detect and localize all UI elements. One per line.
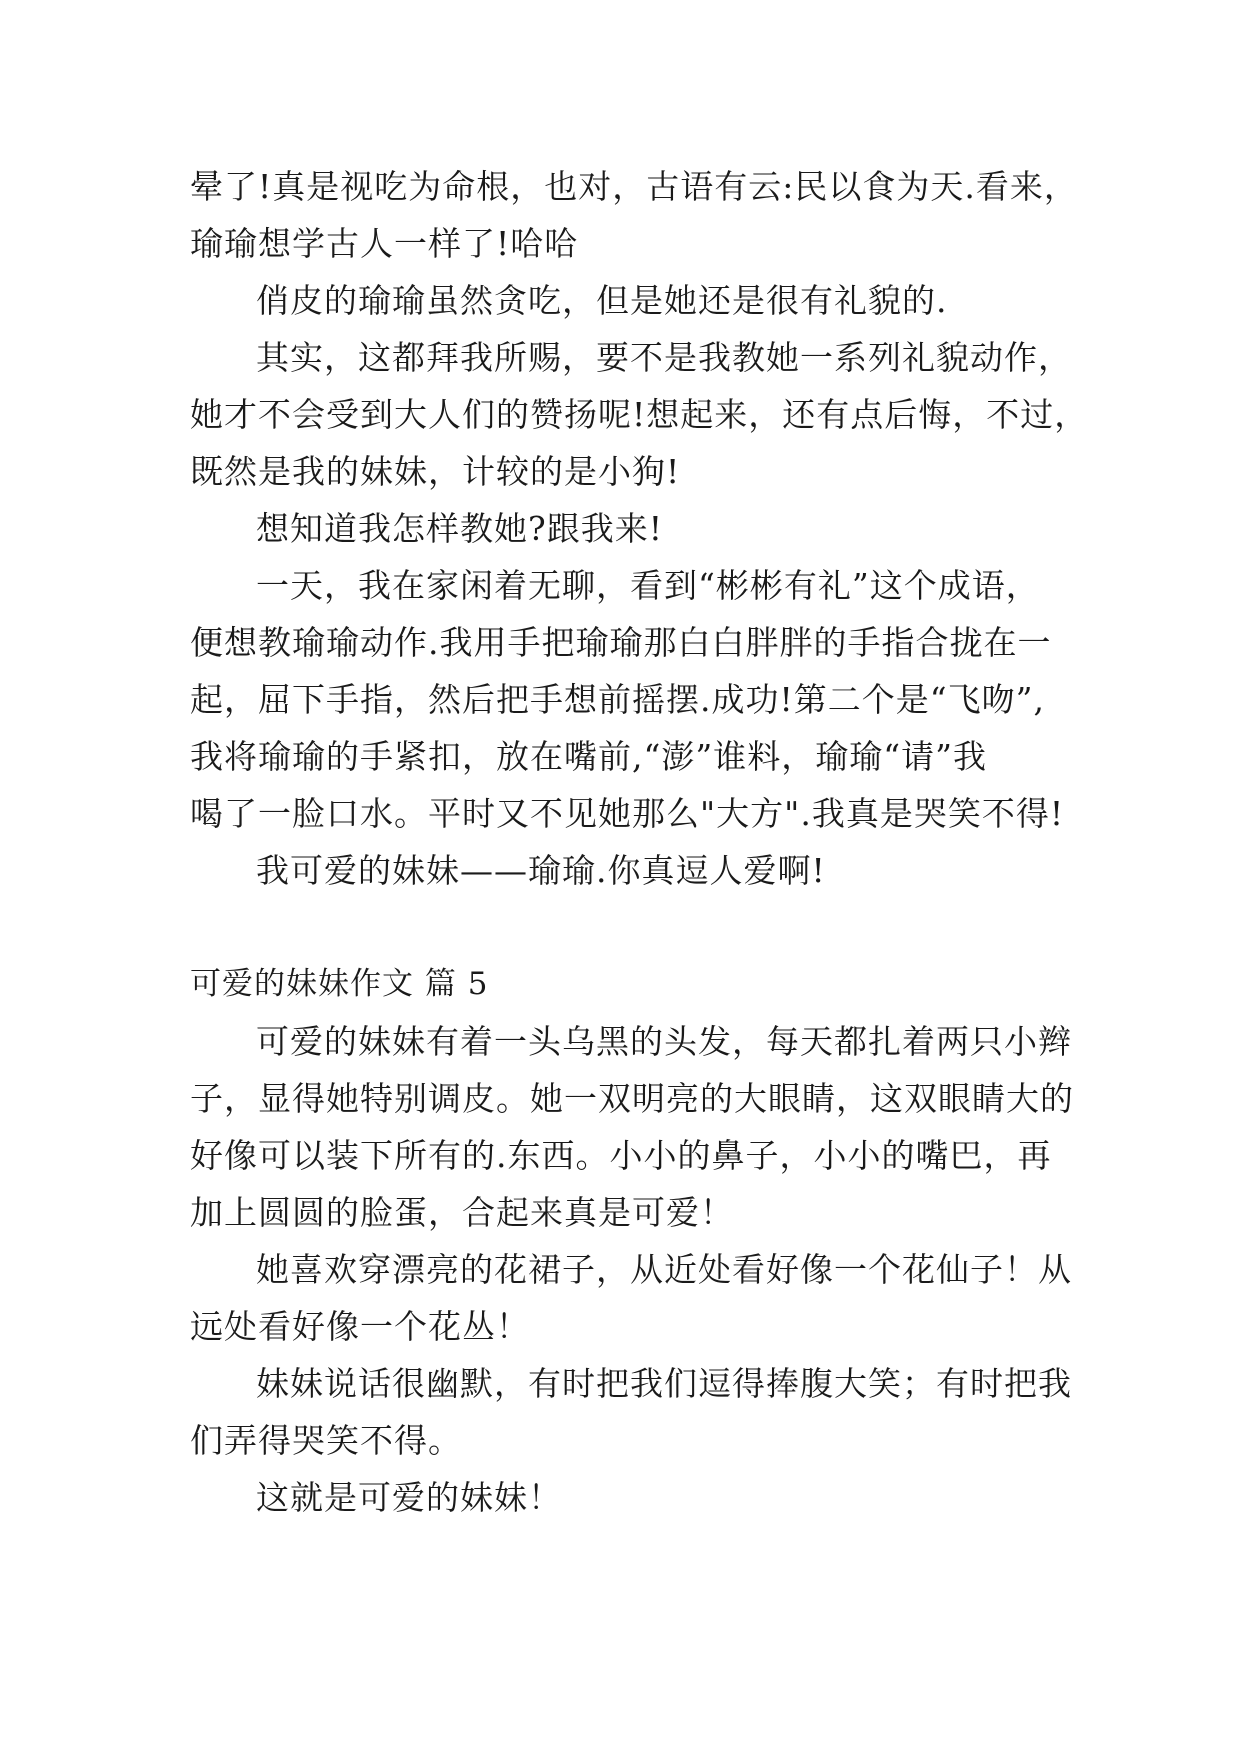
paragraph-5 bbox=[190, 557, 1070, 842]
text-line: 俏皮的瑜瑜虽然贪吃，但是她还是很有礼貌的. bbox=[256, 281, 948, 320]
text-line: 她喜欢穿漂亮的花裙子，从近处看好像一个花仙子！从 bbox=[256, 1250, 1072, 1289]
paragraph-10 bbox=[190, 1469, 1070, 1526]
paragraph-4 bbox=[190, 500, 1070, 557]
paragraph-3 bbox=[190, 329, 1089, 500]
text-line: 们弄得哭笑不得。 bbox=[190, 1421, 462, 1460]
text-line: 我可爱的妹妹——瑜瑜.你真逗人爱啊! bbox=[256, 851, 826, 890]
section-gap bbox=[190, 899, 1070, 956]
text-line: 我将瑜瑜的手紧扣，放在嘴前,“澎”谁料，瑜瑜“请”我 bbox=[190, 737, 987, 776]
text-line: 起，屈下手指，然后把手想前摇摆.成功!第二个是“飞吻”, bbox=[190, 680, 1045, 719]
text-line: 一天，我在家闲着无聊，看到“彬彬有礼”这个成语， bbox=[256, 566, 1040, 605]
text-line: 其实，这都拜我所赐，要不是我教她一系列礼貌动作， bbox=[256, 338, 1072, 377]
text-line: 远处看好像一个花丛！ bbox=[190, 1307, 530, 1346]
paragraph-2 bbox=[190, 272, 1070, 329]
text-line: 便想教瑜瑜动作.我用手把瑜瑜那白白胖胖的手指合拢在一 bbox=[190, 623, 1052, 662]
section-title: 可爱的妹妹作文 篇 5 bbox=[190, 966, 489, 1002]
paragraph-7 bbox=[190, 1013, 1074, 1241]
text-line: 晕了!真是视吃为命根，也对，古语有云:民以食为天.看来， bbox=[190, 167, 1078, 206]
text-line: 这就是可爱的妹妹！ bbox=[256, 1478, 562, 1517]
paragraph-6 bbox=[190, 842, 1070, 899]
text-line: 瑜瑜想学古人一样了!哈哈 bbox=[190, 224, 579, 263]
document-body bbox=[190, 158, 1089, 1526]
text-line: 可爱的妹妹有着一头乌黑的头发，每天都扎着两只小辫 bbox=[256, 1022, 1072, 1061]
text-line: 她才不会受到大人们的赞扬呢!想起来，还有点后悔，不过， bbox=[190, 395, 1089, 434]
text-line: 喝了一脸口水。平时又不见她那么"大方".我真是哭笑不得! bbox=[190, 794, 1065, 833]
text-line: 想知道我怎样教她?跟我来! bbox=[256, 509, 663, 548]
paragraph-9 bbox=[190, 1355, 1070, 1469]
paragraph-8 bbox=[190, 1241, 1070, 1355]
text-line: 既然是我的妹妹，计较的是小狗! bbox=[190, 452, 681, 491]
text-line: 妹妹说话很幽默，有时把我们逗得捧腹大笑；有时把我 bbox=[256, 1364, 1072, 1403]
text-line: 子，显得她特别调皮。她一双明亮的大眼睛，这双眼睛大的 bbox=[190, 1079, 1074, 1118]
text-line: 好像可以装下所有的.东西。小小的鼻子，小小的嘴巴，再 bbox=[190, 1136, 1052, 1175]
text-line: 加上圆圆的脸蛋，合起来真是可爱！ bbox=[190, 1193, 734, 1232]
paragraph-1 bbox=[190, 158, 1078, 272]
